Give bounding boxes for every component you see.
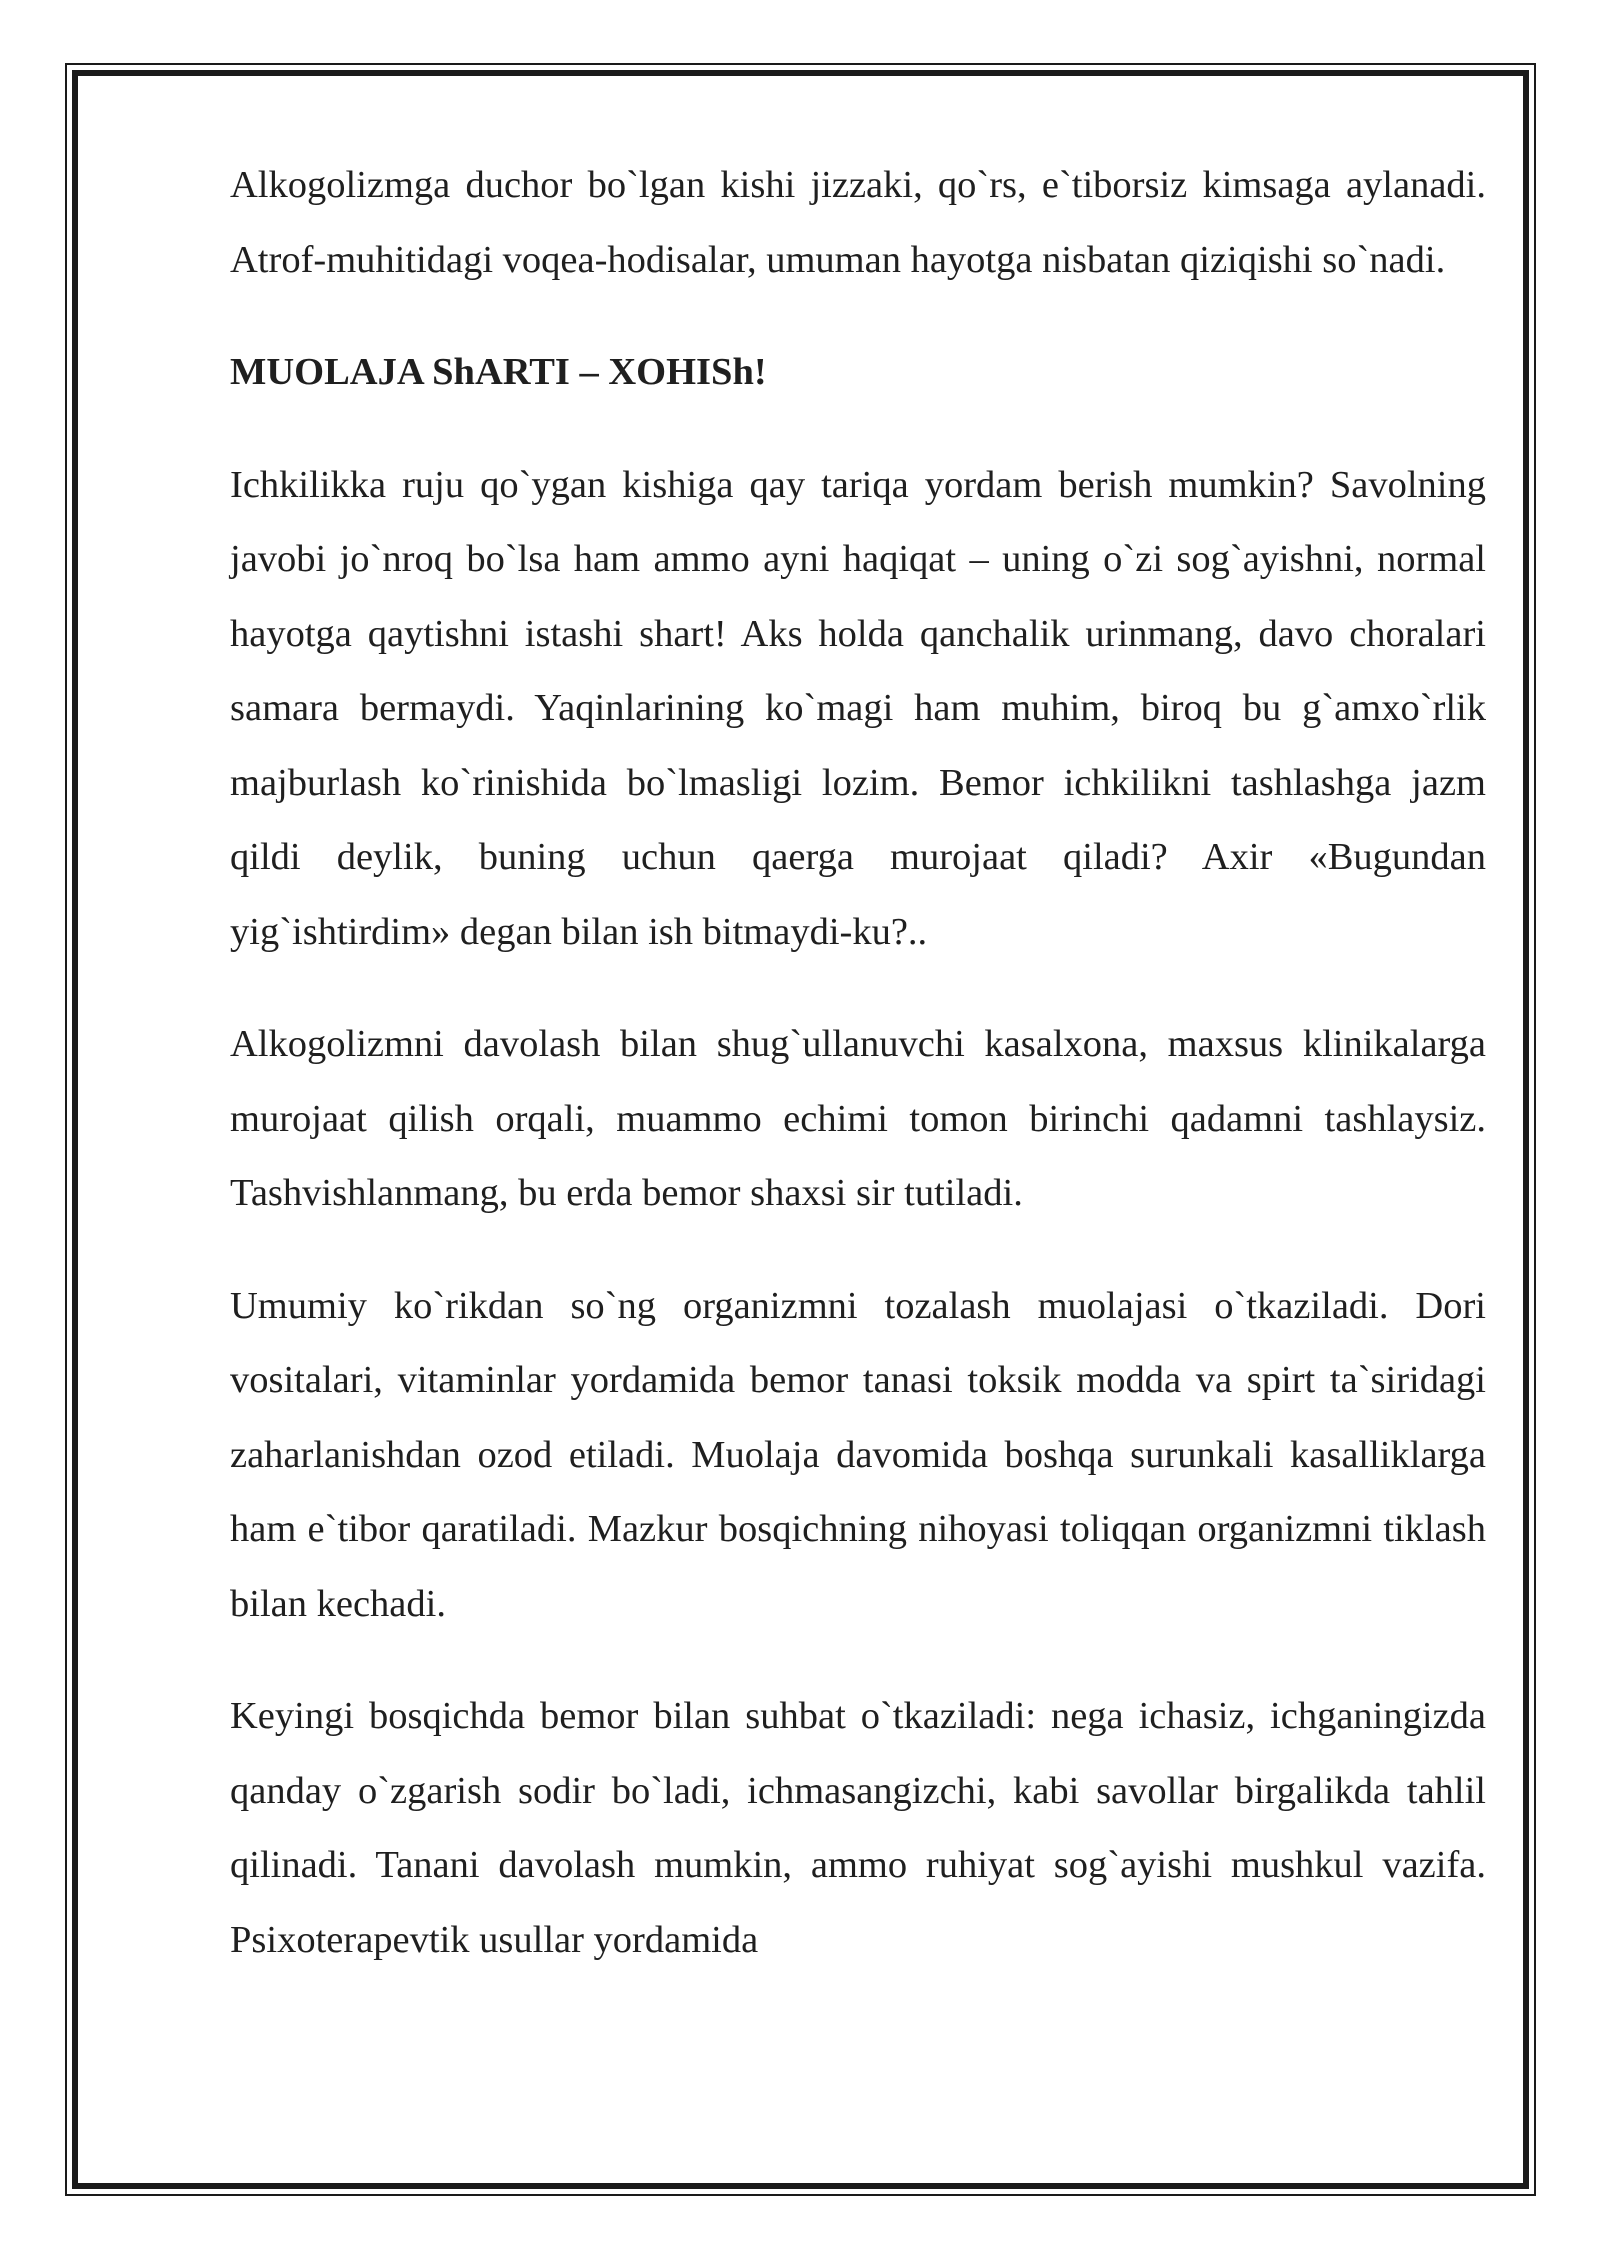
paragraph-therapy: Keyingi bosqichda bemor bilan suhbat o`tkaziladi: nega ichasiz, ichganingizda qanday o`zgarish sodir bo`ladi, ichmasangizchi, kabi savollar birgalikda tahlil qilinadi. Tanani davolash mumkin, ammo ruhiyat sog`ayishi mushkul vazifa. Psixoterapevtik usullar yordamida [230, 1695, 1486, 1961]
paragraph-help: Ichkilikka ruju qo`ygan kishiga qay tariqa yordam berish mumkin? Savolning javobi jo`nroq bo`lsa ham ammo ayni haqiqat – uning o`zi sog`ayishni, normal hayotga qaytishni istashi shart! Aks holda qanchalik urinmang, davo choralari samara bermaydi. Yaqinlarining ko`magi ham muhim, biroq bu g`amxo`rlik majburlash ko`rinishida bo`lmasligi lozim. Bemor ichkilikni tashlashga jazm qildi deylik, buning uchun qaerga murojaat qiladi? Axir «Bugundan yig`ishtirdim» degan bilan ish bitmaydi-ku?.. [230, 463, 1486, 953]
paragraph-detox: Umumiy ko`rikdan so`ng organizmni tozalash muolajasi o`tkaziladi. Dori vositalari, vitaminlar yordamida bemor tanasi toksik modda va spirt ta`siridagi zaharlanishdan ozod etiladi. Muolaja davomida boshqa surunkali kasalliklarga ham e`tibor qaratiladi. Mazkur bosqichning nihoyasi toliqqan organizmni tiklash bilan kechadi. [230, 1284, 1486, 1625]
document-body [230, 148, 1486, 1977]
paragraph-clinics: Alkogolizmni davolash bilan shug`ullanuvchi kasalxona, maxsus klinikalarga murojaat qilish orqali, muammo echimi tomon birinchi qadamni tashlaysiz. Tashvishlanmang, bu erda bemor shaxsi sir tutiladi. [230, 1023, 1486, 1214]
section-heading: MUOLAJA ShARTI – XOHISh! [230, 351, 767, 393]
paragraph-intro: Alkogolizmga duchor bo`lgan kishi jizzaki, qo`rs, e`tiborsiz kimsaga aylanadi. Atrof-muhitidagi voqea-hodisalar, umuman hayotga nisbatan qiziqishi so`nadi. [230, 164, 1486, 281]
